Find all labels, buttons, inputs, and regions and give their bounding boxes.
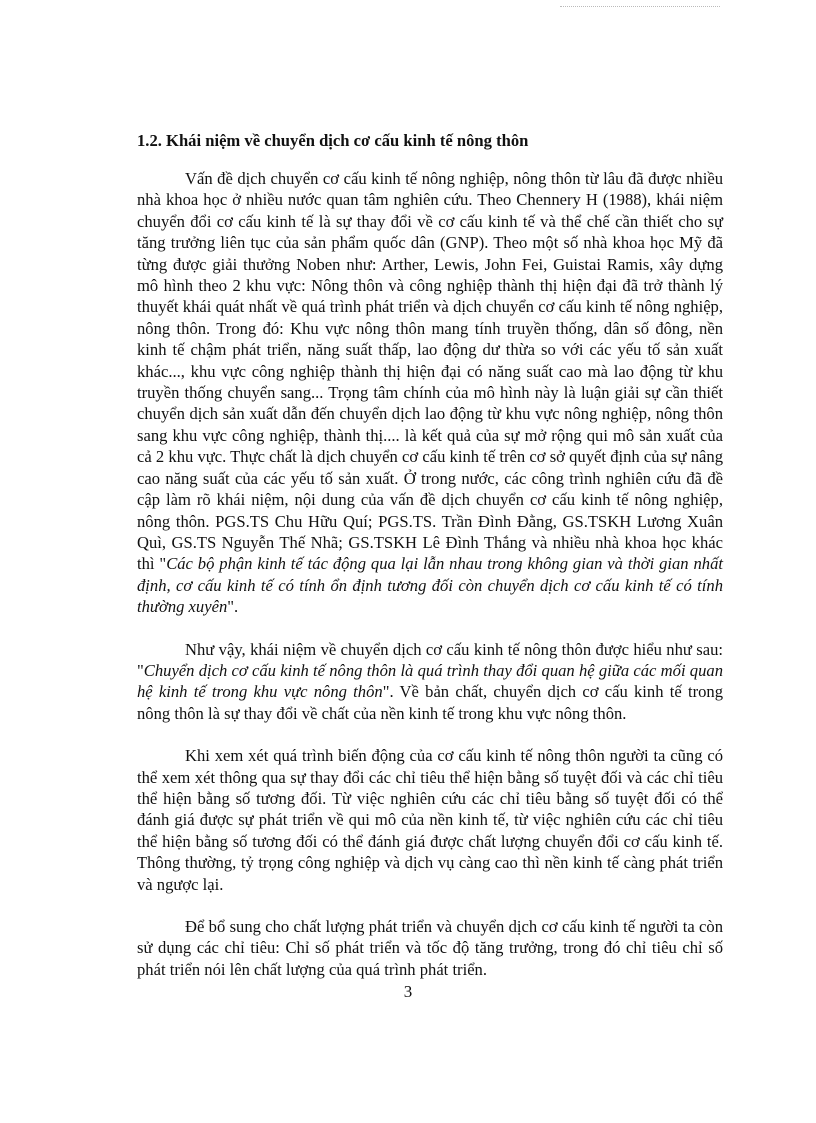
scan-artifact: [560, 6, 720, 11]
paragraph-2-quote: Chuyển dịch cơ cấu kinh tế nông thôn là quá trình thay đổi quan hệ giữa các mối quan hệ kinh tế trong khu vực nông thôn: [137, 660, 723, 702]
page-number: 3: [403, 982, 413, 1001]
paragraph-2: [137, 639, 723, 725]
section-heading: 1.2. Khái niệm về chuyển dịch cơ cấu kinh tế nông thôn: [137, 131, 529, 150]
paragraph-2-text: Như vậy, khái niệm về chuyển dịch cơ cấu kinh tế nông thôn được hiểu như sau: ": [137, 639, 723, 680]
paragraph-1: [137, 168, 723, 618]
paragraph-1-text: Vấn đề dịch chuyển cơ cấu kinh tế nông nghiệp, nông thôn từ lâu đã được nhiều nhà khoa học ở nhiều nước quan tâm nghiên cứu. Theo Chennery H (1988), khái niệm chuyển đổi cơ cấu kinh tế là sự thay đổi về cơ cấu kinh tế và thể chế cần thiết cho sự tăng trưởng liên tục của sản phẩm quốc dân (GNP). Theo một số nhà khoa học Mỹ đã từng được giải thưởng Noben như: Arther, Lewis, John Fei, Guistai Ramis, xây dựng mô hình theo 2 khu vực: Nông thôn và công nghiệp thành thị hiện đại đã trở thành lý thuyết khái quát nhất về quá trình phát triển và dịch chuyển cơ cấu kinh tế nông nghiệp, nông thôn. Trong đó: Khu vực nông thôn mang tính truyền thống, dân số đông, nền kinh tế chậm phát triển, năng suất thấp, lao động dư thừa so với các yếu tố sản xuất khác..., khu vực công nghiệp thành thị hiện đại có năng suất cao mà lao động từ khu truyền thống chuyển sang... Trọng tâm chính của mô hình này là luận giải sự cần thiết chuyển dịch sản xuất dẫn đến chuyển dịch lao động từ khu vực nông nghiệp, nông thôn sang khu vực công nghiệp, thành thị.... là kết quả của sự mở rộng qui mô sản xuất của cả 2 khu vực. Thực chất là dịch chuyển cơ cấu kinh tế trên cơ sở quyết định của sự nâng cao năng suất của các yếu tố sản xuất. Ở trong nước, các công trình nghiên cứu đã đề cập làm rõ khái niệm, nội dung của vấn đề dịch chuyển cơ cấu kinh tế nông nghiệp, nông thôn. PGS.TS Chu Hữu Quí; PGS.TS. Trần Đình Đằng, GS.TSKH Lương Xuân Quì, GS.TS Nguyễn Thế Nhã; GS.TSKH Lê Đình Thắng và nhiều nhà khoa học khác thì ": [137, 169, 723, 574]
page-content: [137, 130, 723, 1001]
paragraph-3: Khi xem xét quá trình biến động của cơ cấu kinh tế nông thôn người ta cũng có thể xem xét thông qua sự thay đổi các chỉ tiêu thể hiện bằng số tuyệt đối và các chỉ tiêu thể hiện bằng số tương đối. Từ việc nghiên cứu các chỉ tiêu bằng số tuyệt đối có thể đánh giá được sự phát triển về qui mô của nền kinh tế, từ việc nghiên cứu các chỉ tiêu thể hiện bằng số tương đối có thể đánh giá được chất lượng chuyển đổi cơ cấu kinh tế. Thông thường, tỷ trọng công nghiệp và dịch vụ càng cao thì nền kinh tế càng phát triển và ngược lại.: [137, 746, 723, 894]
paragraph-1-quote: Các bộ phận kinh tế tác động qua lại lẫn nhau trong không gian và thời gian nhất định, cơ cấu kinh tế có tính ổn định tương đối còn chuyển dịch cơ cấu kinh tế có tính thường xuyên: [137, 554, 723, 617]
paragraph-1-end: ".: [227, 597, 239, 617]
paragraph-2-end: ". Về bản chất, chuyển dịch cơ cấu kinh tế trong nông thôn là sự thay đổi về chất của nền kinh tế trong khu vực nông thôn.: [137, 682, 723, 723]
paragraph-4: Để bổ sung cho chất lượng phát triển và chuyển dịch cơ cấu kinh tế người ta còn sử dụng các chỉ tiêu: Chỉ số phát triển và tốc độ tăng trưởng, trong đó chỉ tiêu chỉ số phát triển nói lên chất lượng của quá trình phát triển.: [137, 917, 723, 979]
